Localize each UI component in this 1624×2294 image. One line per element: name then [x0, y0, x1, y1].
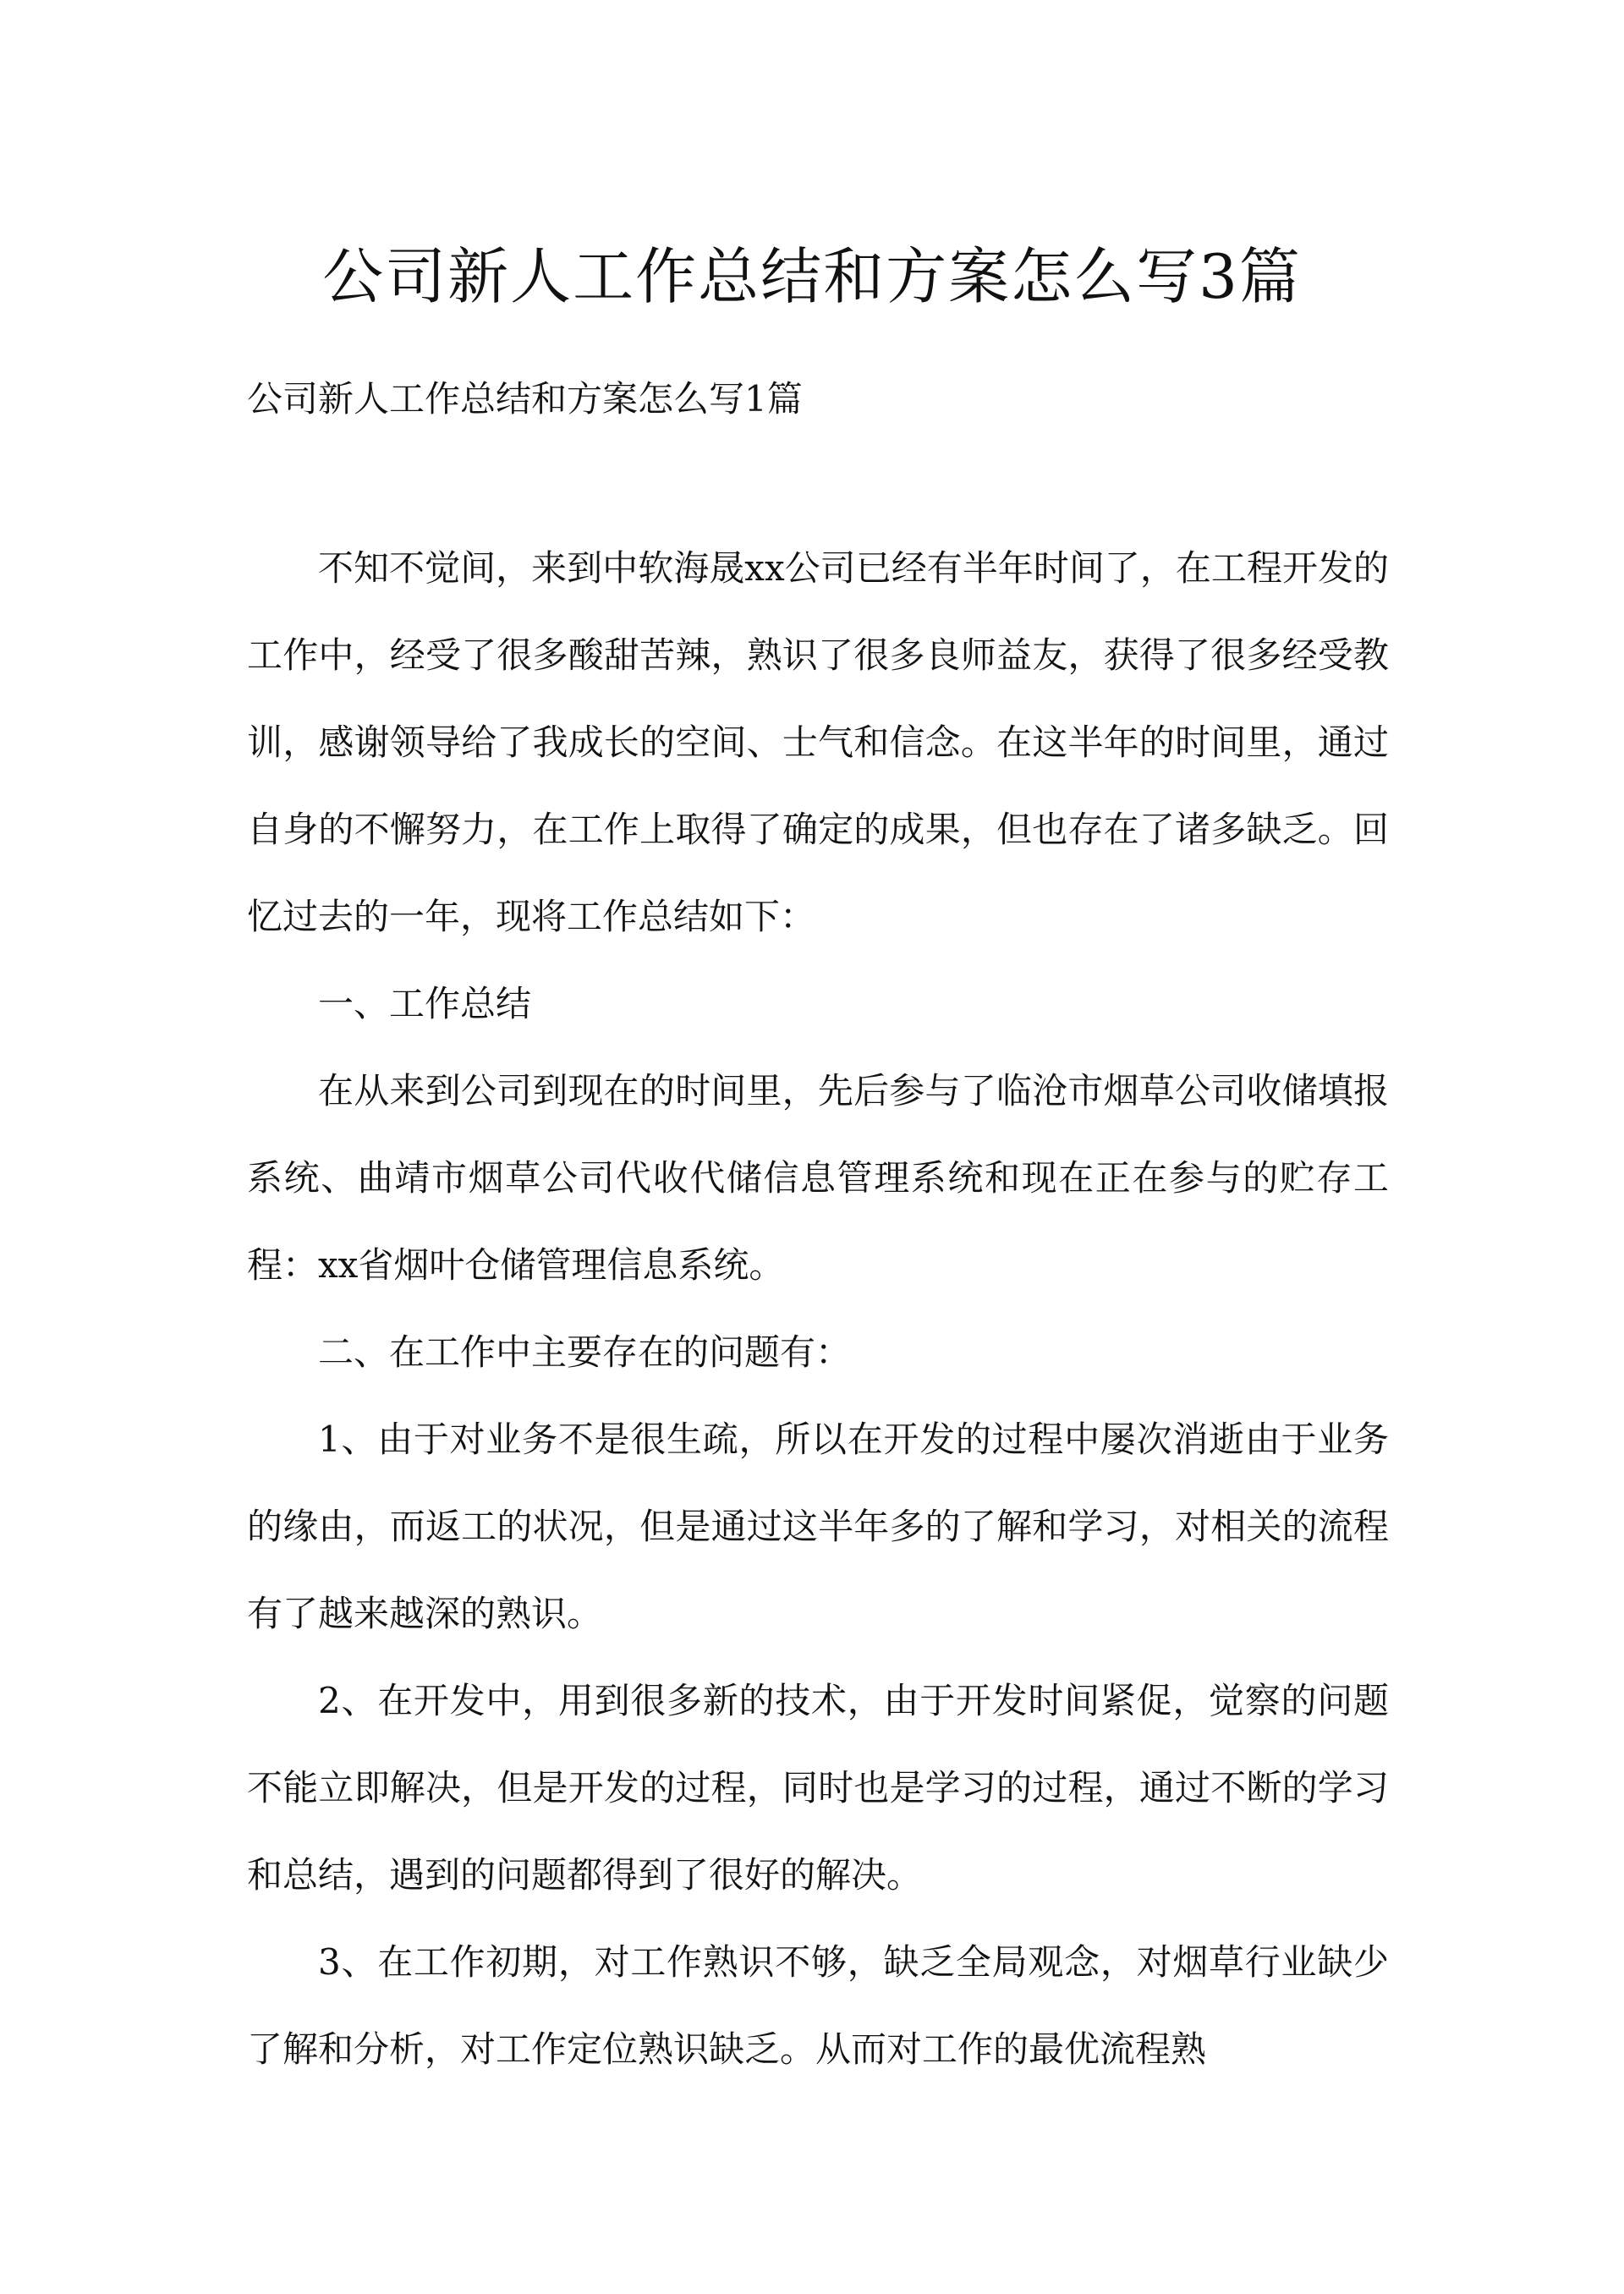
paragraph-projects: 在从来到公司到现在的时间里，先后参与了临沧市烟草公司收储填报系统、曲靖市烟草公司代收代储信息管理系统和现在正在参与的贮存工程：xx省烟叶仓储管理信息系统。 — [247, 1070, 1389, 1286]
paragraph-problem-1: 1、由于对业务不是很生疏，所以在开发的过程中屡次消逝由于业务的缘由，而返工的状况，但是通过这半年多的了解和学习，对相关的流程有了越来越深的熟识。 — [247, 1419, 1389, 1634]
paragraph-problem-2: 2、在开发中，用到很多新的技术，由于开发时间紧促，觉察的问题不能立即解决，但是开发的过程，同时也是学习的过程，通过不断的学习和总结，遇到的问题都得到了很好的解决。 — [247, 1680, 1389, 1896]
paragraph-heading-work-summary: 一、工作总结 — [318, 983, 532, 1024]
document-body — [247, 524, 1389, 2093]
section-heading: 公司新人工作总结和方案怎么写1篇 — [247, 378, 803, 420]
paragraph-heading-problems: 二、在工作中主要存在的问题有： — [318, 1331, 852, 1373]
paragraph-intro: 不知不觉间，来到中软海晟xx公司已经有半年时间了，在工程开发的工作中，经受了很多酸甜苦辣，熟识了很多良师益友，获得了很多经受教训，感谢领导给了我成长的空间、士气和信念。在这半年的时间里，通过自身的不懈努力，在工作上取得了确定的成果，但也存在了诸多缺乏。回忆过去的一年，现将工作总结如下： — [247, 547, 1389, 937]
paragraph-problem-3: 3、在工作初期，对工作熟识不够，缺乏全局观念，对烟草行业缺少了解和分析，对工作定位熟识缺乏。从而对工作的最优流程熟 — [247, 1941, 1389, 2070]
document-title: 公司新人工作总结和方案怎么写3篇 — [322, 241, 1302, 312]
